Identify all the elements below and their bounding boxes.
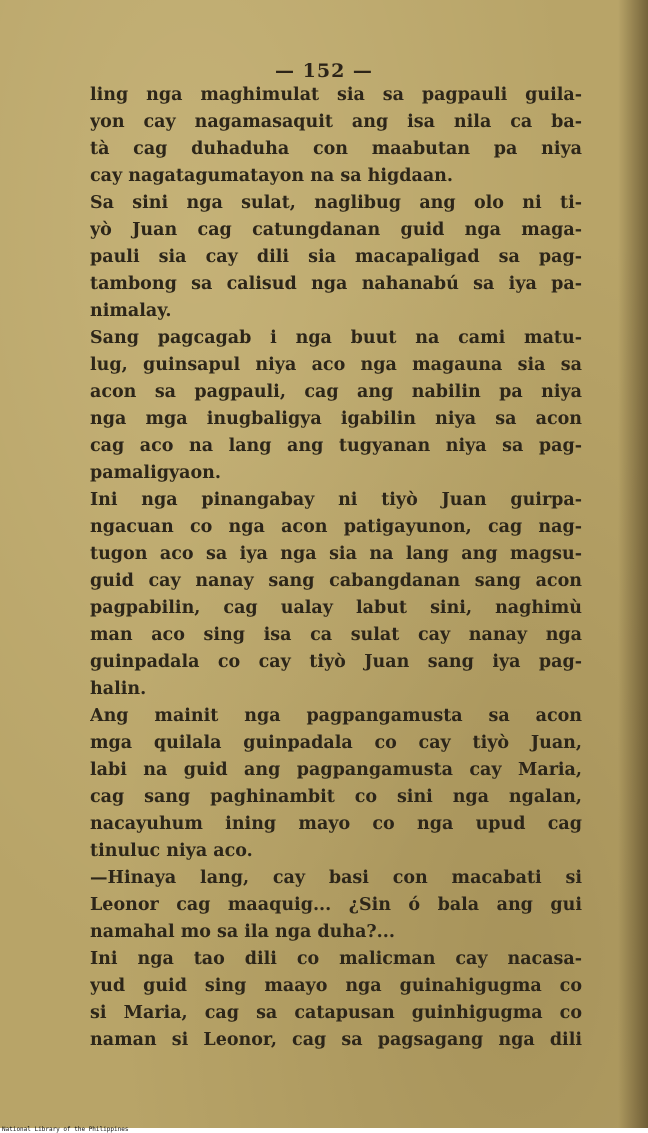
text-line: ling nga maghimulat sia sa pagpauli guila- (90, 85, 582, 105)
text-line: lug, guinsapul niya aco nga magauna sia sa (90, 355, 582, 375)
text-line: pagpabilin, cag ualay labut sini, naghimù (90, 598, 582, 618)
text-line: ngacuan co nga acon patigayunon, cag nag- (90, 517, 582, 537)
text-line: labi na guid ang pagpangamusta cay Maria, (90, 760, 582, 780)
text-line: pamaligyaon. (90, 463, 221, 483)
text-line: halin. (90, 679, 147, 699)
text-line: namahal mo sa ila nga duha?... (90, 922, 395, 942)
library-credit: National Library of the Philippines (2, 1126, 129, 1133)
text-line: yon cay nagamasaquit ang isa nila ca ba- (90, 112, 582, 132)
text-line: Ini nga tao dili co malicman cay nacasa- (90, 949, 582, 969)
text-line: nimalay. (90, 301, 172, 321)
text-line: Sang pagcagab i nga buut na cami matu- (90, 328, 582, 348)
text-line: guinpadala co cay tiyò Juan sang iya pag- (90, 652, 582, 672)
page-edge-shadow (618, 0, 648, 1128)
text-line: tà cag duhaduha con maabutan pa niya (90, 139, 582, 159)
text-line: tinuluc niya aco. (90, 841, 253, 861)
page-number: — 152 — (275, 60, 373, 82)
text-line: cag sang paghinambit co sini nga ngalan, (90, 787, 582, 807)
text-line: tugon aco sa iya nga sia na lang ang magsu- (90, 544, 582, 564)
text-line: cay nagatagumatayon na sa higdaan. (90, 166, 453, 186)
text-line: Sa sini nga sulat, naglibug ang olo ni ti- (90, 193, 582, 213)
text-line: nacayuhum ining mayo co nga upud cag (90, 814, 582, 834)
text-line: —Hinaya lang, cay basi con macabati si (90, 868, 582, 888)
text-line: Ini nga pinangabay ni tiyò Juan guirpa- (90, 490, 582, 510)
text-line: yò Juan cag catungdanan guid nga maga- (90, 220, 582, 240)
text-line: cag aco na lang ang tugyanan niya sa pag- (90, 436, 582, 456)
text-line: si Maria, cag sa catapusan guinhigugma co (90, 1003, 582, 1023)
text-line: mga quilala guinpadala co cay tiyò Juan, (90, 733, 582, 753)
text-line: Ang mainit nga pagpangamusta sa acon (90, 706, 582, 726)
text-line: naman si Leonor, cag sa pagsagang nga dili (90, 1030, 582, 1050)
text-line: tambong sa calisud nga nahanabú sa iya pa- (90, 274, 582, 294)
text-line: nga mga inugbaligya igabilin niya sa acon (90, 409, 582, 429)
text-line: Leonor cag maaquig... ¿Sin ó bala ang gui (90, 895, 582, 915)
text-line: yud guid sing maayo nga guinahigugma co (90, 976, 582, 996)
text-line: pauli sia cay dili sia macapaligad sa pag- (90, 247, 582, 267)
text-line: guid cay nanay sang cabangdanan sang acon (90, 571, 582, 591)
text-line: man aco sing isa ca sulat cay nanay nga (90, 625, 582, 645)
body-text (90, 82, 582, 1054)
text-line: acon sa pagpauli, cag ang nabilin pa niya (90, 382, 582, 402)
